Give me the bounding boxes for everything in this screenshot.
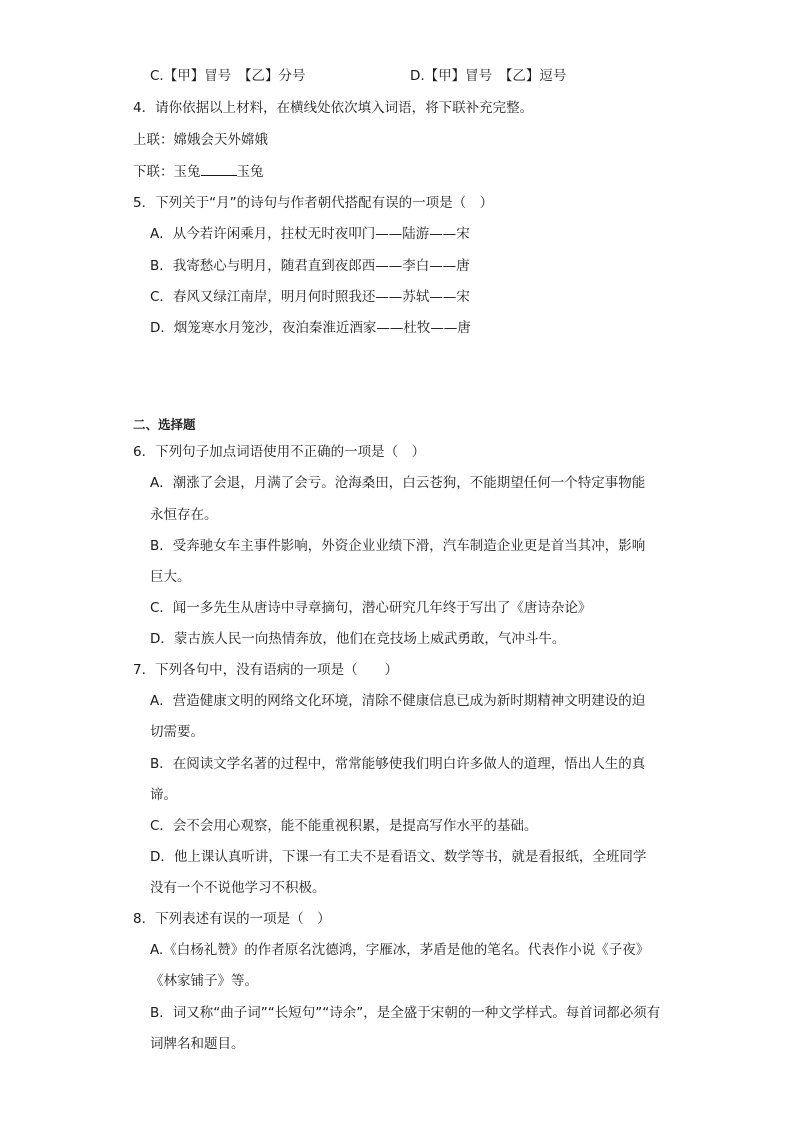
q4-stem: 4．请你依据以上材料，在横线处依次填入词语，将下联补充完整。 — [133, 100, 534, 116]
q6-option-b-cont: 巨大。 — [150, 569, 191, 585]
q8-option-b-cont: 词牌名和题目。 — [150, 1036, 245, 1052]
q3-option-d: D.【甲】冒号 【乙】逗号 — [410, 68, 567, 84]
q6-option-d: D．蒙古族人民一向热情奔放，他们在竞技场上威武勇敢，气冲斗牛。 — [150, 631, 566, 647]
q7-option-a: A．营造健康文明的网络文化环境，清除不健康信息已成为新时期精神文明建设的迫 — [150, 693, 646, 709]
q7-option-a-cont: 切需要。 — [150, 724, 204, 740]
q5-option-c: C．春风又绿江南岸，明月何时照我还——苏轼——宋 — [150, 289, 470, 305]
q4-lower-post: 玉兔 — [236, 164, 264, 180]
q8-stem: 8．下列表述有误的一项是（ ） — [133, 911, 331, 927]
q6-option-c: C．闻一多先生从唐诗中寻章摘句，潜心研究几年终于写出了《唐诗杂论》 — [150, 600, 592, 616]
q3-option-c: C.【甲】冒号 【乙】分号 — [150, 68, 306, 84]
q7-stem: 7．下列各句中，没有语病的一项是（ ） — [133, 662, 399, 678]
q7-option-d-cont: 没有一个不说他学习不积极。 — [150, 880, 326, 896]
q7-option-c: C．会不会用心观察，能不能重视积累，是提高写作水平的基础。 — [150, 818, 538, 834]
q6-option-b: B．受奔驰女车主事件影响，外资企业业绩下滑，汽车制造企业更是首当其冲，影响 — [150, 538, 646, 554]
q4-lower-couplet — [133, 161, 264, 182]
q6-option-a: A．潮涨了会退，月满了会亏。沧海桑田，白云苍狗，不能期望任何一个特定事物能 — [150, 475, 646, 491]
q5-stem: 5．下列关于“月”的诗句与作者朝代搭配有误的一项是（ ） — [133, 195, 494, 211]
q7-option-b-cont: 谛。 — [150, 787, 177, 803]
q5-option-d: D．烟笼寒水月笼沙，夜泊秦淮近酒家——杜牧——唐 — [150, 320, 471, 336]
q8-option-a: A.《白杨礼赞》的作者原名沈德鸿，字雁冰，茅盾是他的笔名。代表作小说《子夜》 — [150, 942, 650, 958]
q6-option-a-cont: 永恒存在。 — [150, 507, 218, 523]
q5-option-b: B．我寄愁心与明月，随君直到夜郎西——李白——唐 — [150, 258, 470, 274]
q4-lower-pre: 下联：玉兔 — [133, 164, 201, 180]
section-title: 二、选择题 — [133, 417, 196, 432]
q8-option-b: B．词又称“曲子词”“长短句”“诗余”，是全盛于宋朝的一种文学样式。每首词都必须有 — [150, 1005, 661, 1021]
q4-fill-blank[interactable] — [201, 161, 237, 176]
q4-upper-couplet: 上联：嫦娥会天外嫦娥 — [133, 132, 268, 148]
q6-stem: 6．下列句子加点词语使用不正确的一项是（ ） — [133, 444, 426, 460]
q5-option-a: A．从今若许闲乘月，拄杖无时夜叩门——陆游——宋 — [150, 226, 470, 242]
q7-option-d: D．他上课认真听讲，下课一有工夫不是看语文、数学等书，就是看报纸，全班同学 — [150, 849, 647, 865]
q8-option-a-cont: 《林家铺子》等。 — [150, 973, 258, 989]
q7-option-b: B．在阅读文学名著的过程中，常常能够使我们明白许多做人的道理，悟出人生的真 — [150, 756, 646, 772]
